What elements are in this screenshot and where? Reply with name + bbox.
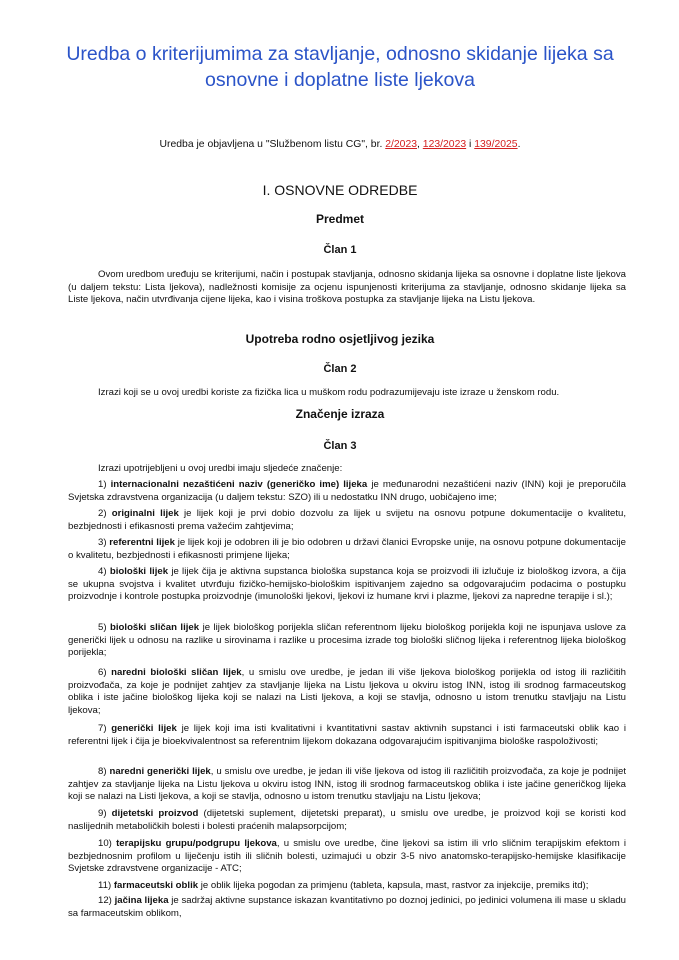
definition-text: je oblik lijeka pogodan za primjenu (tableta, kapsula, mast, rastvor za injekcije, premiks itd);	[198, 880, 589, 891]
definition-text: , u smislu ove uredbe, je jedan ili više ljekova biološkog porijekla od istog ili različitih proizvođača, za koje je podnijet zahtjev za stavljanje lijeka na Listu ljekova u okviru istog INN, istog ili srodnog farmaceutskog oblika i iste jačine biološkog lijeka koji se nalazi na Listi ljekova, a koji se stavlja, odnosno u istom trenutku stavljaju na Listu ljekova;	[68, 667, 626, 716]
document-title: Uredba o kriterijumima za stavljanje, odnosno skidanje lijeka sa osnovne i doplatne liste ljekova	[66, 43, 614, 91]
definition-item	[68, 537, 626, 562]
article-3-heading: Član 3	[323, 440, 357, 452]
definition-term: biološki sličan lijek	[110, 622, 200, 633]
definition-term: biološki lijek	[109, 566, 169, 577]
definition-term: naredni biološki sličan lijek	[111, 667, 242, 678]
publication-note	[40, 138, 640, 151]
definition-item	[68, 766, 626, 804]
definition-item	[68, 895, 626, 920]
publication-end: .	[517, 139, 521, 150]
definition-text: je lijek biološkog porijekla sličan referentnom lijeku biološkog porijekla koji ne ispunjava uslove za generički lijek u odnosu na razlike u sirovinama i razlike u procesima izrade tog biološki sličnog lijeka i referentnog lijeka biološkog porijekla;	[68, 622, 626, 659]
definition-number: 4)	[98, 566, 107, 577]
gazette-link-1[interactable]: 2/2023	[385, 139, 418, 150]
publication-separator: ,	[417, 139, 420, 150]
gazette-link-2[interactable]: 123/2023	[422, 139, 467, 150]
definition-item	[68, 508, 626, 533]
section-heading: I. OSNOVNE ODREDBE	[262, 182, 418, 198]
article-2-text: Izrazi koji se u ovoj uredbi koriste za fizička lica u muškom rodu podrazumijevaju iste izraze u ženskom rodu.	[98, 387, 560, 398]
definition-term: generički lijek	[111, 723, 177, 734]
definition-item	[68, 479, 626, 504]
article-2-heading: Član 2	[323, 363, 357, 375]
definition-term: jačina lijeka	[114, 895, 169, 906]
definition-term: terapijsku grupu/podgrupu ljekova	[116, 838, 277, 849]
definition-text: , u smislu ove uredbe, čine ljekovi sa istim ili vrlo sličnim terapijskim efektom i bezbjednosnim profilom u liječenju istih ili sličnih bolesti, uzimajući u obzir 3-5 nivo anatomsko-terapijsko-hemijske klasifikacije Svjetske zdravstvene organizacije - ATC;	[68, 838, 626, 875]
definition-text: je međunarodni nezaštićeni naziv (INN) koji je preporučila Svjetska zdravstvena organizacija (u daljem tekstu: SZO) ili u nedostatku INN drugo, uobičajeno ime;	[68, 479, 626, 503]
definition-text: je lijek koji ima isti kvalitativni i kvantitativni sastav aktivnih supstanci i isti farmaceutski oblik kao i referentni lijek i čija je bioekvivalentnost sa referentnim lijekom dokazana odgovarajućim ispitivanjima biološke raspoloživosti;	[68, 723, 626, 747]
definition-number: 3)	[98, 537, 107, 548]
publication-text: Uredba je objavljena u "Službenom listu CG", br.	[159, 139, 383, 150]
definition-item	[68, 622, 626, 660]
definition-number: 12)	[98, 895, 112, 906]
subheading-predmet: Predmet	[315, 212, 365, 226]
gazette-link-3[interactable]: 139/2025	[474, 139, 518, 150]
definition-item	[68, 723, 626, 748]
publication-separator: i	[466, 139, 475, 150]
definition-item	[68, 838, 626, 876]
definition-item	[68, 880, 626, 893]
definition-term: referentni lijek	[109, 537, 175, 548]
definition-item	[68, 667, 626, 717]
definition-text: je lijek koji je prvi dobio dozvolu za lijek u svijetu na osnovu potpune dokumentacije o kvalitetu, bezbjednosti i efikasnosti prema važećim zahtjevima;	[68, 508, 626, 532]
definition-number: 7)	[98, 723, 107, 734]
definition-term: naredni generički lijek	[109, 766, 211, 777]
article-1-heading: Član 1	[323, 244, 357, 256]
definition-number: 11)	[98, 880, 112, 891]
definition-term: originalni lijek	[111, 508, 179, 519]
definition-number: 9)	[98, 808, 107, 819]
article-3-intro: Izrazi upotrijebljeni u ovoj uredbi imaju sljedeće značenje:	[98, 463, 343, 474]
definition-number: 10)	[98, 838, 112, 849]
definition-number: 2)	[98, 508, 107, 519]
subheading-gender-language: Upotreba rodno osjetljivog jezika	[245, 332, 435, 346]
definition-term: farmaceutski oblik	[113, 880, 199, 891]
definition-text: , u smislu ove uredbe, je jedan ili više ljekova od istog ili različitih proizvođača, za koje je podnijet zahtjev za stavljanje lijeka na Listu ljekova u okviru istog INN, istog ili srodnog farmaceutskog oblika i iste jačine generičkog lijeka koji se nalazi na Listi ljekova, a koji se stavlja, odnosno u istom trenutku stavljaju na Listu ljekova;	[68, 766, 626, 803]
definition-text: je sadržaj aktivne supstance iskazan kvantitativno po doznoj jedinici, po jedinici volumena ili mase u skladu sa farmaceutskim oblikom,	[68, 895, 626, 919]
definition-item	[68, 808, 626, 833]
definition-text: je lijek koji je odobren ili je bio odobren u državi članici Evropske unije, na osnovu potpune dokumentacije o kvalitetu, bezbjednosti i efikasnosti primjene lijeka;	[68, 537, 626, 561]
article-1-text: Ovom uredbom uređuju se kriterijumi, način i postupak stavljanja, odnosno skidanja lijeka sa osnovne i doplatne liste ljekova (u daljem tekstu: Lista ljekova), nadležnosti komisije za ocjenu ispunjenosti kriterijuma za stavljanje, odnosno skidanje lijeka sa Liste ljekova, način utvrđivanja cijene lijeka, kao i visina troškova postupka za stavljanje lijeka na Listu ljekova.	[68, 269, 626, 306]
definition-number: 5)	[98, 622, 107, 633]
definition-number: 8)	[98, 766, 107, 777]
definition-term: internacionalni nezaštićeni naziv (generičko ime) lijeka	[110, 479, 368, 490]
subheading-meaning: Značenje izraza	[295, 407, 385, 421]
definition-text: (dijetetski suplement, dijetetski preparat), u smislu ove uredbe, je proizvod koji se koristi kod naslijednih metaboličkih bolesti i bolesti praćenih malapsorpcijom;	[68, 808, 626, 832]
definition-item	[68, 566, 626, 604]
definition-term: dijetetski proizvod	[111, 808, 199, 819]
definition-text: je lijek čija je aktivna supstanca biološka supstanca koja se proizvodi ili izlučuje iz biološkog izvora, a čija se ukupna svojstva i kvalitet utvrđuju fizičko-hemijsko-biološkim ispitivanjem zajedno sa odgovarajućim podacima o postupku proizvodnje i kontrole postupka proizvodnje (imunološki ljekovi, ljekovi iz humane krvi i plazme, ljekovi za napredne terapije i sl.);	[68, 566, 626, 603]
definition-number: 1)	[98, 479, 107, 490]
definition-number: 6)	[98, 667, 107, 678]
